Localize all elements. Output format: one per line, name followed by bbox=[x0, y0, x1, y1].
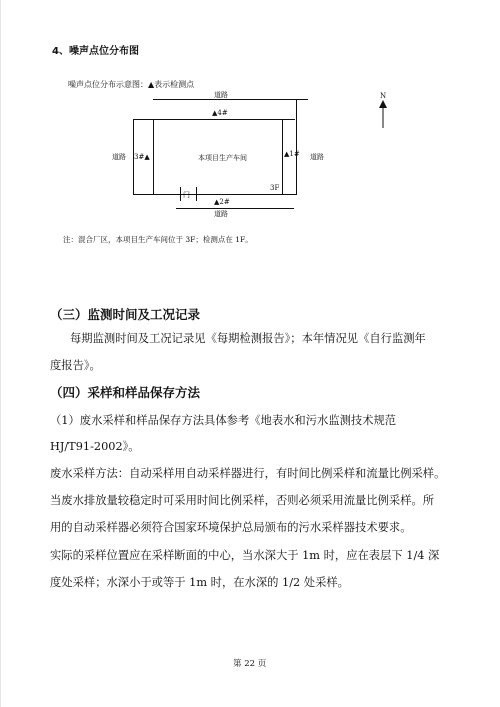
gate-post-left bbox=[180, 187, 181, 201]
monitoring-point-1: ▲1# bbox=[284, 150, 300, 158]
monitoring-point-4: ▲4# bbox=[212, 109, 228, 117]
monitoring-point-3: 3#▲ bbox=[134, 153, 150, 161]
north-arrow-icon bbox=[378, 100, 388, 130]
scan-edge bbox=[0, 0, 1, 707]
section4-para2-line-3: 用的自动采样器必须符合国家环境保护总局颁布的污水采样器技术要求。 bbox=[50, 521, 412, 534]
section-heading-noise-map: 4、噪声点位分布图 bbox=[52, 46, 139, 57]
section3-line-1: 每期监测时间及工况记录见《每期检测报告》；本年情况见《自行监测年 bbox=[70, 332, 426, 345]
road-bottom-label: 道路 bbox=[214, 210, 228, 218]
road-left-label: 道路 bbox=[112, 153, 126, 161]
right-inner-line bbox=[282, 119, 283, 194]
section4-title: （四）采样和样品保存方法 bbox=[50, 385, 201, 400]
left-inner-line bbox=[153, 119, 154, 194]
gate-post-right bbox=[196, 187, 197, 201]
section3-title: （三）监测时间及工况记录 bbox=[50, 307, 201, 322]
section4-para2-line-2: 当废水排放量较稳定时可采用时间比例采样，否则必须采用流量比例采样。所 bbox=[50, 494, 435, 507]
section4-para1-line-1: （1）废水采样和样品保存方法具体参考《地表水和污水监测技术规范 bbox=[50, 414, 397, 427]
gate-label: 门 bbox=[183, 191, 190, 199]
road-top-inner-line bbox=[133, 119, 295, 120]
floor-3f-label: 3F bbox=[270, 184, 280, 192]
road-top-label: 道路 bbox=[214, 91, 228, 99]
workshop-label: 本项目生产车间 bbox=[198, 154, 247, 162]
road-right-label: 道路 bbox=[310, 153, 324, 161]
section4-para3-line-2: 度处采样；水深小于或等于 1m 时，在水深的 1/2 处采样。 bbox=[50, 576, 349, 589]
road-bottom-line bbox=[176, 208, 294, 209]
diagram-caption: 噪声点位分布示意图：▲表示检测点 bbox=[68, 80, 195, 89]
monitoring-point-2: ▲2# bbox=[214, 198, 230, 206]
section4-para2-line-1: 废水采样方法：自动采样用自动采样器进行，有时间比例采样和流量比例采样。 bbox=[50, 467, 446, 480]
section4-para1-line-2: HJ/T91-2002》。 bbox=[50, 440, 140, 453]
bottom-outer-line bbox=[133, 194, 297, 195]
diagram-note: 注：混合厂区，本项目生产车间位于 3F；检测点在 1F。 bbox=[63, 235, 253, 244]
section4-para3-line-1: 实际的采样位置应在采样断面的中心，当水深大于 1m 时，应在表层下 1/4 深 bbox=[50, 549, 440, 562]
right-outer-line bbox=[296, 99, 297, 194]
road-top-outer-line bbox=[153, 99, 308, 100]
section3-line-2: 度报告》。 bbox=[50, 359, 101, 372]
page-number: 第 22 页 bbox=[233, 659, 267, 669]
north-label: N bbox=[380, 92, 387, 100]
